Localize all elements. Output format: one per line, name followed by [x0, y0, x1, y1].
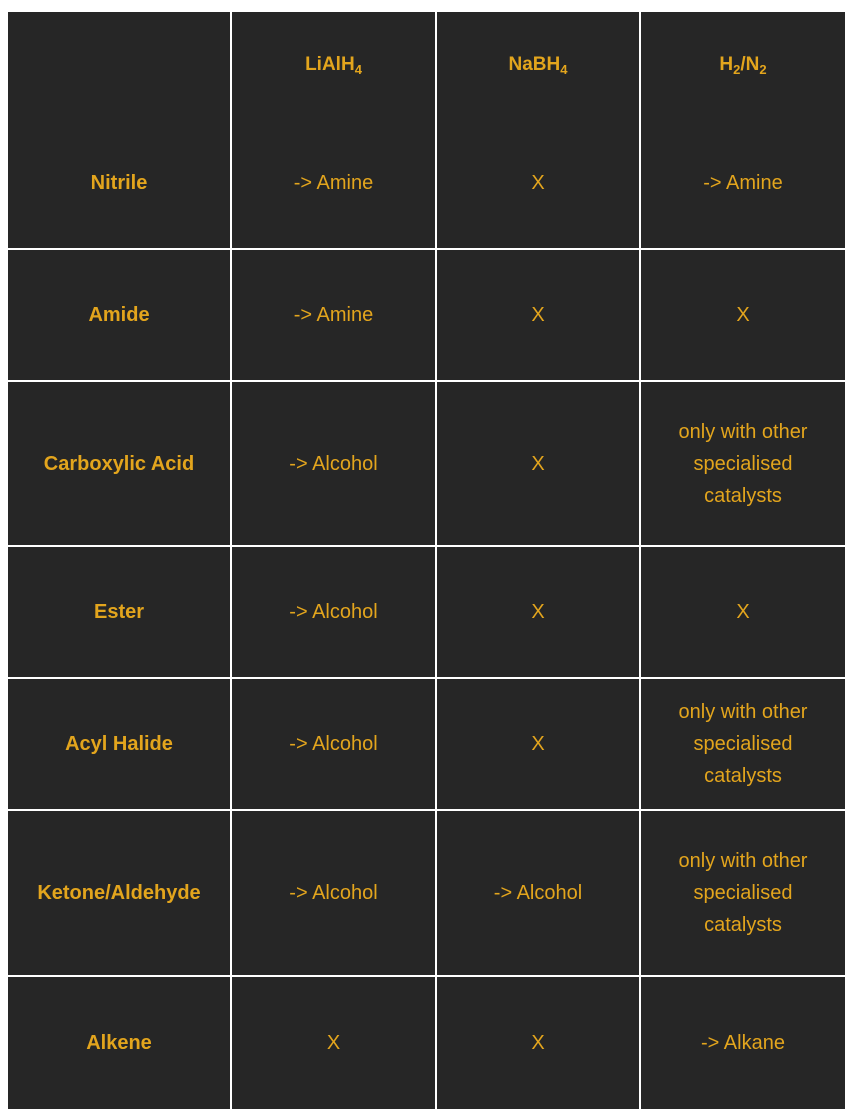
group-cell: Amide: [8, 250, 232, 382]
lialh4-result: -> Alcohol: [232, 811, 437, 977]
reagent-header-nabh4: NaBH$_4$: [437, 12, 641, 118]
table-row: [8, 811, 845, 977]
h2n2-result: only with other specialised catalysts: [641, 382, 845, 547]
group-cell: Carboxylic Acid: [8, 382, 232, 547]
h2n2-result: X: [641, 547, 845, 679]
nabh4-result: X: [437, 382, 641, 547]
reagent-header-lialh4: LiAlH$_4$: [232, 12, 437, 118]
group-cell: Ester: [8, 547, 232, 679]
corner-cell: [8, 12, 232, 118]
table-row: [8, 118, 845, 250]
h2n2-result: only with other specialised catalysts: [641, 679, 845, 811]
group-cell: Alkene: [8, 977, 232, 1109]
lialh4-result: -> Alcohol: [232, 679, 437, 811]
h2n2-result: -> Amine: [641, 118, 845, 250]
h2n2-result: -> Alkane: [641, 977, 845, 1109]
group-cell: Acyl Halide: [8, 679, 232, 811]
group-cell: Nitrile: [8, 118, 232, 250]
nabh4-result: X: [437, 679, 641, 811]
lialh4-result: X: [232, 977, 437, 1109]
nabh4-result: X: [437, 547, 641, 679]
h2n2-result: X: [641, 250, 845, 382]
h2n2-result: only with other specialised catalysts: [641, 811, 845, 977]
lialh4-result: -> Alcohol: [232, 382, 437, 547]
table-row: [8, 250, 845, 382]
lialh4-result: -> Alcohol: [232, 547, 437, 679]
nabh4-result: X: [437, 118, 641, 250]
nabh4-result: X: [437, 977, 641, 1109]
table-row: [8, 547, 845, 679]
reduction-reagents-table: [8, 12, 845, 1109]
table-row: [8, 679, 845, 811]
lialh4-result: -> Amine: [232, 118, 437, 250]
lialh4-result: -> Amine: [232, 250, 437, 382]
group-cell: Ketone/Aldehyde: [8, 811, 232, 977]
table-row: [8, 977, 845, 1109]
reagent-header-h2n2: $H_2/N_2$: [641, 12, 845, 118]
nabh4-result: X: [437, 250, 641, 382]
nabh4-result: -> Alcohol: [437, 811, 641, 977]
reduction-table-container: [8, 12, 845, 1109]
header-row: [8, 12, 845, 118]
table-row: [8, 382, 845, 547]
